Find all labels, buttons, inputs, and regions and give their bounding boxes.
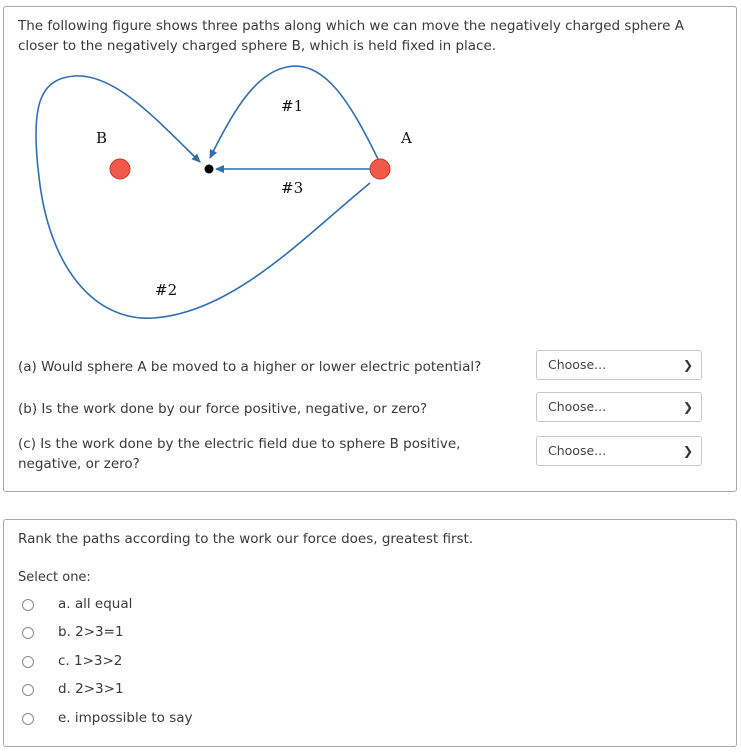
question-1-intro: The following figure shows three paths along which we can move the negatively charged sphere A closer to the negatively charged sphere B, which is held fixed in place. — [18, 18, 684, 54]
label-path-1: #1 — [281, 97, 304, 115]
select-one-label: Select one: — [18, 570, 91, 585]
part-a-text: (a) Would sphere A be moved to a higher or lower electric potential? — [18, 359, 482, 375]
part-a-select[interactable] — [536, 350, 702, 380]
radio-button[interactable] — [22, 599, 34, 611]
chevron-down-icon: ❯ — [682, 358, 693, 372]
path-2-curve — [36, 76, 370, 318]
part-c-select-value: Choose... — [548, 443, 607, 458]
question-2-prompt: Rank the paths according to the work our force does, greatest first. — [18, 531, 474, 547]
option-label: b. 2>3=1 — [58, 624, 124, 640]
target-point — [205, 165, 214, 174]
radio-button[interactable] — [22, 713, 34, 725]
label-path-3: #3 — [281, 179, 304, 197]
option-label: d. 2>3>1 — [58, 681, 124, 697]
option-label: c. 1>3>2 — [58, 653, 123, 669]
sphere-b — [110, 159, 130, 179]
option-label: e. impossible to say — [58, 710, 193, 726]
part-b-text: (b) Is the work done by our force positive, negative, or zero? — [18, 401, 428, 417]
radio-button[interactable] — [22, 627, 34, 639]
radio-button[interactable] — [22, 656, 34, 668]
part-c-select[interactable] — [536, 436, 702, 466]
label-path-2: #2 — [155, 281, 178, 299]
label-b: B — [96, 129, 108, 147]
question-2-box — [3, 519, 737, 747]
chevron-down-icon: ❯ — [682, 400, 693, 414]
charge-paths-figure — [4, 7, 738, 337]
option-label: a. all equal — [58, 596, 133, 612]
part-c-text: (c) Is the work done by the electric field due to sphere B positive, negative, or zero? — [18, 436, 461, 472]
question-1-box — [3, 6, 737, 492]
label-a: A — [401, 129, 412, 147]
part-b-select-value: Choose... — [548, 399, 607, 414]
part-b-select[interactable] — [536, 392, 702, 422]
radio-button[interactable] — [22, 684, 34, 696]
chevron-down-icon: ❯ — [682, 444, 693, 458]
sphere-a — [370, 159, 390, 179]
part-a-select-value: Choose... — [548, 357, 607, 372]
